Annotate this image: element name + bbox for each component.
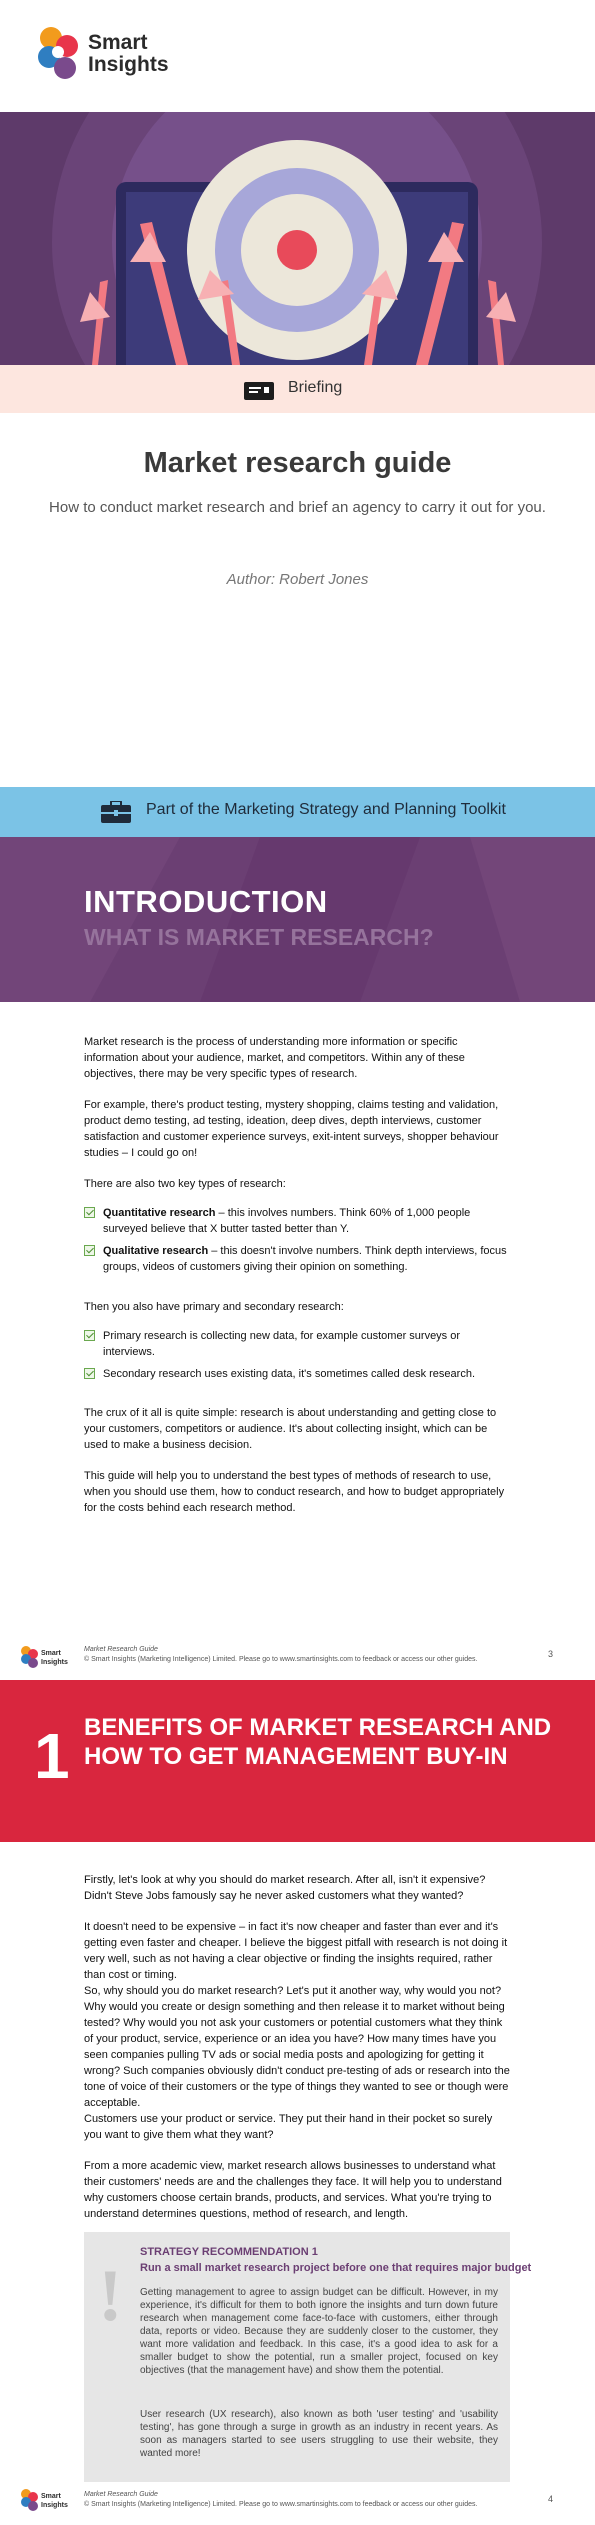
research-types-list — [84, 1205, 510, 1275]
document-subtitle: How to conduct market research and brief an agency to carry it out for you. — [49, 499, 546, 516]
page-number: 3 — [548, 1649, 554, 1659]
logo-line-1: Smart — [88, 31, 148, 54]
section-title: INTRODUCTION — [84, 884, 328, 919]
checkbox-icon — [84, 1330, 95, 1341]
document-title: Market research guide — [143, 447, 452, 479]
logo-line-2: Insights — [88, 53, 169, 76]
intro-paragraph-1: Market research is the process of understanding more information or specific information about your audience, market, and competitors. Within any of these objectives, there may be very specific types of research. — [84, 1036, 465, 1080]
footer-guide-name: Market Research Guide — [84, 2491, 158, 2498]
recommendation-paragraph-1: Getting management to agree to assign budget can be difficult. However, in my experience, it's difficult for them to both ignore the insights and turn down future research when management come face-to-face with customers, either through data, reports or video. Because they are suddenly closer to the customer, they want more validation and feedback. In this case, it's a good idea to ask for a smaller budget to show the potential, run a smaller project, focused on key objectives (that the management have) and show them the potential. — [140, 2287, 498, 2376]
intro-paragraph-5: The crux of it all is quite simple: research is about understanding and getting close to your customers, competitors or audience. It's about collecting insight, which can be used to make a business decision. — [84, 1407, 497, 1451]
intro-paragraph-2: For example, there's product testing, mystery shopping, claims testing and validation, product demo testing, ad testing, ideation, deep dives, depth interviews, customer satisfaction and customer experience surveys, exit-intent surveys, shopper behaviour studies – I could go on! — [84, 1099, 499, 1159]
recommendation-title: Run a small market research project before one that requires major budget — [140, 2262, 532, 2274]
chapter-paragraph-5: From a more academic view, market research allows businesses to understand what their customers' needs are and the challenges they face. It will help you to understand why customers choose certain brands, products, and services. What you're trying to understand determines questions, method of research, and length. — [84, 2160, 502, 2220]
footer-copyright: © Smart Insights (Marketing Intelligence) Limited. Please go to www.smartinsights.com to feedback or access our other guides. — [84, 2501, 478, 2508]
toolbox-icon — [101, 801, 131, 823]
chapter-paragraph-2: It doesn't need to be expensive – in fact it's now cheaper and faster than ever and it's getting even faster and cheaper. I believe the biggest pitfall with research is not doing it very well, such as not having a clear objective or finding the insights required, rather than cost or timing. — [84, 1921, 508, 1981]
checkbox-icon — [84, 1368, 95, 1379]
logo-mark-icon — [36, 24, 82, 86]
logo-wordmark — [88, 32, 169, 76]
chapter-paragraph-1: Firstly, let's look at why you should do market research. After all, isn't it expensive? Didn't Steve Jobs famously say he never asked customers what they wanted? — [84, 1874, 486, 1902]
chapter-paragraph-3: So, why should you do market research? Let's put it another way, why would you not? Why would you create or design something and then release it to market without being tested? Why would you not ask your customers or potential customers what they think of your product, service, experience or an idea you have? How many times have you seen companies pulling TV ads or social media posts and apologizing for getting it wrong? Such companies obviously didn't conduct pre-testing of ads or research into the tone of voice of their customers or the type of things they wanted to see or though were acceptable. — [84, 1985, 510, 2109]
svg-text:Insights: Insights — [41, 1659, 68, 1666]
svg-text:Smart: Smart — [41, 2493, 61, 2500]
document-author: Author: Robert Jones — [226, 571, 369, 588]
primary-secondary-list — [84, 1328, 510, 1382]
chapter-title: BENEFITS OF MARKET RESEARCH AND HOW TO GET MANAGEMENT BUY-IN — [84, 1714, 552, 1770]
footer-logo-icon — [20, 2488, 70, 2512]
recommendation-paragraph-2: User research (UX research), also known as both 'user testing' and 'usability testing', has gone through a surge in growth as an industry in recent years. As soon as managers started to see users struggling to use their website, they wanted more! — [140, 2409, 498, 2459]
recommendation-label: STRATEGY RECOMMENDATION 1 — [140, 2246, 318, 2258]
chapter-number: 1 — [34, 1720, 70, 1792]
svg-text:Smart: Smart — [41, 1650, 61, 1657]
chapter-paragraph-4: Customers use your product or service. They put their hand in their pocket so surely you want to give them what they want? — [84, 2113, 493, 2141]
toolkit-label: Part of the Marketing Strategy and Planning Toolkit — [146, 801, 506, 818]
footer-copyright: © Smart Insights (Marketing Intelligence) Limited. Please go to www.smartinsights.com to feedback or access our other guides. — [84, 1656, 478, 1663]
smart-insights-logo — [36, 24, 186, 86]
checkbox-icon — [84, 1245, 95, 1256]
list-item: Quantitative research – this involves numbers. Think 60% of 1,000 people surveyed believe that X butter tasted better than Y. — [84, 1205, 510, 1237]
intro-paragraph-4: Then you also have primary and secondary research: — [84, 1301, 344, 1313]
footer-guide-name: Market Research Guide — [84, 1646, 158, 1653]
footer-logo-icon — [20, 1645, 70, 1669]
page-number: 4 — [548, 2494, 554, 2504]
list-item: Secondary research uses existing data, it's sometimes called desk research. — [84, 1366, 510, 1382]
checkbox-icon — [84, 1207, 95, 1218]
target-arrows-illustration — [0, 112, 595, 365]
list-item: Primary research is collecting new data, for example customer surveys or interviews. — [84, 1328, 510, 1360]
section-subtitle: WHAT IS MARKET RESEARCH? — [84, 924, 434, 950]
briefing-document-icon — [244, 380, 274, 400]
intro-paragraph-6: This guide will help you to understand the best types of methods of research to use, when you should use them, how to conduct research, and how to budget appropriately for the costs behind each research method. — [84, 1470, 505, 1514]
list-item: Qualitative research – this doesn't involve numbers. Think depth interviews, focus groups, videos of customers giving their opinion on something. — [84, 1243, 510, 1275]
hero-illustration — [0, 112, 595, 365]
svg-text:Insights: Insights — [41, 2502, 68, 2509]
footer-text — [84, 2490, 477, 2510]
intro-paragraph-3: There are also two key types of research: — [84, 1178, 286, 1190]
exclamation-icon: ! — [98, 2255, 123, 2337]
footer-text — [84, 1645, 477, 1665]
briefing-label: Briefing — [288, 379, 343, 396]
